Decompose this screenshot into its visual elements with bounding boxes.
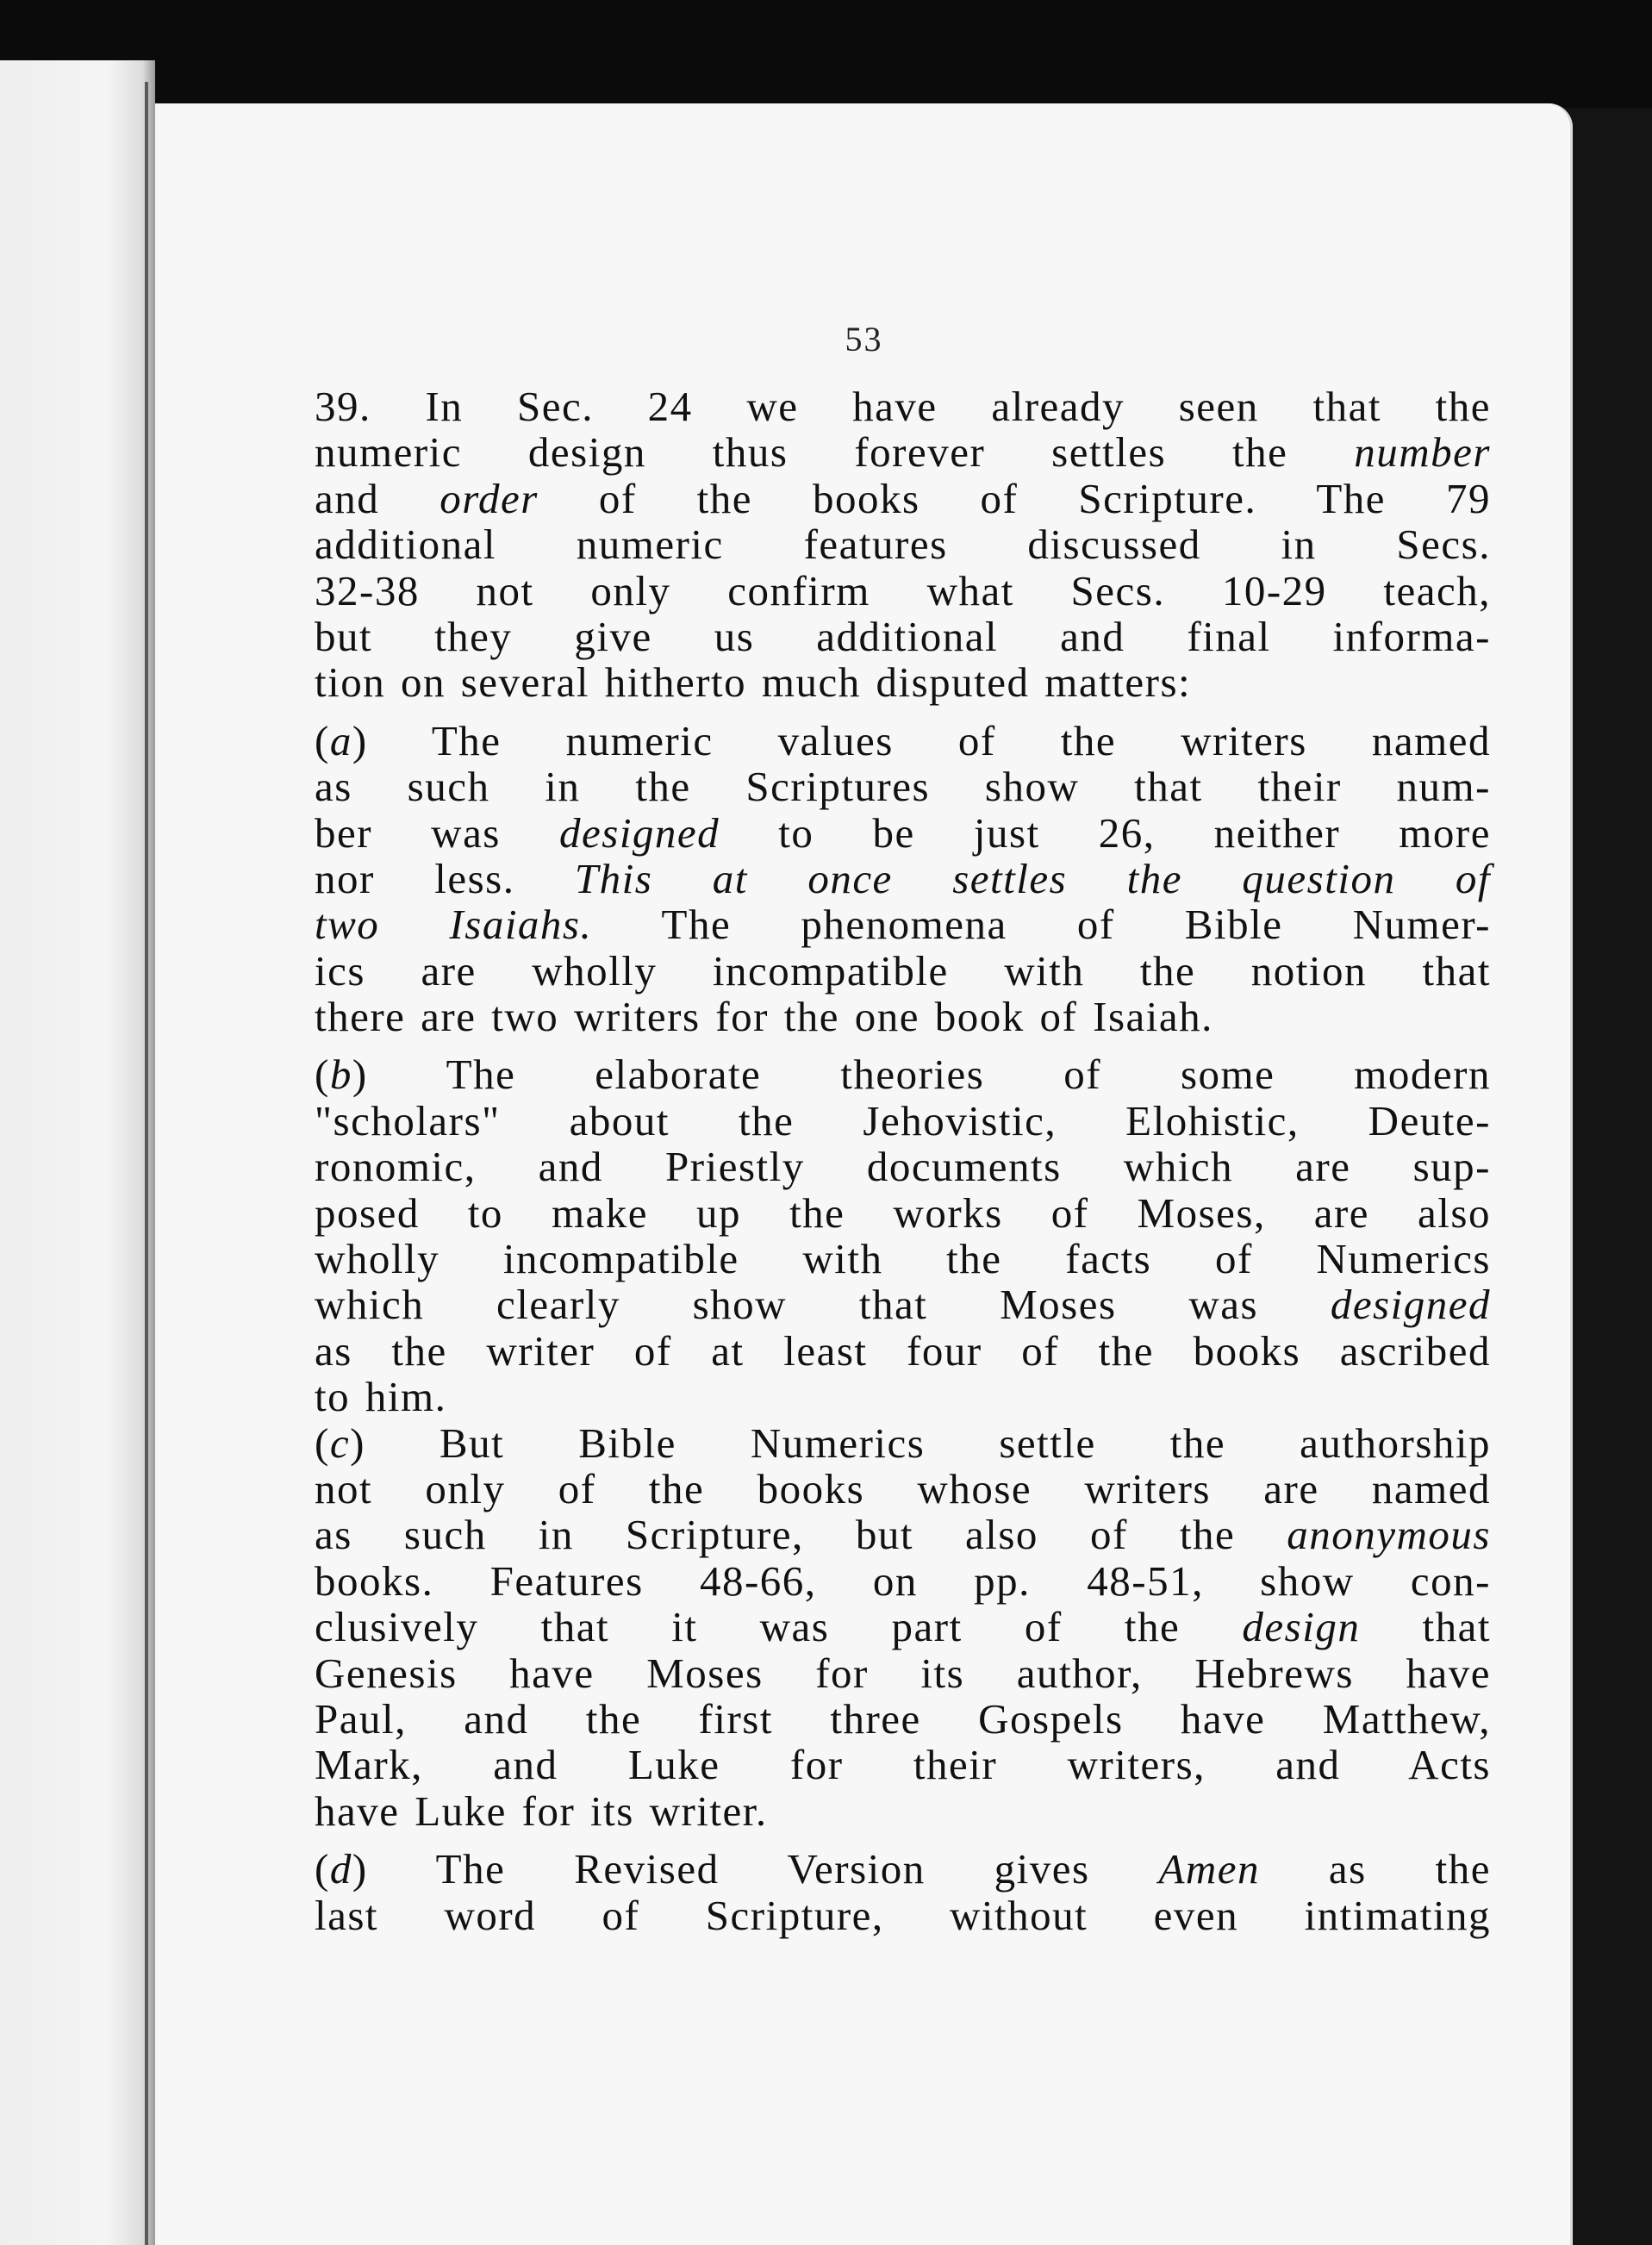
text-run: which clearly show that Moses was bbox=[315, 1281, 1331, 1329]
text-run: to be just 26, neither more bbox=[720, 808, 1491, 857]
page-body-text bbox=[315, 384, 1491, 1938]
text-run: as the writer of at least four of the books ascribed bbox=[315, 1326, 1491, 1375]
text-line bbox=[315, 1604, 1491, 1649]
text-run: ( bbox=[315, 1051, 330, 1099]
italic-text: two Isaiahs. bbox=[315, 901, 593, 949]
text-line bbox=[315, 1144, 1491, 1189]
text-run: as the bbox=[1260, 1845, 1491, 1893]
italic-text: anonymous bbox=[1287, 1511, 1491, 1559]
text-run: Mark, and Luke for their writers, and Acts bbox=[315, 1741, 1491, 1789]
text-run: ( bbox=[315, 716, 330, 764]
text-line bbox=[315, 521, 1491, 567]
page-number: 53 bbox=[845, 320, 883, 359]
text-run: 32-38 not only confirm what Secs. 10-29 teach, bbox=[315, 566, 1491, 614]
italic-text: Amen bbox=[1158, 1845, 1261, 1893]
text-line bbox=[315, 901, 1491, 947]
text-run: there are two writers for the one book of Isaiah. bbox=[315, 993, 1213, 1041]
text-run: books. Features 48-66, on pp. 48-51, show con- bbox=[315, 1556, 1491, 1605]
italic-text: number bbox=[1354, 428, 1491, 477]
text-run: tion on several hitherto much disputed matters: bbox=[315, 658, 1192, 707]
text-run: posed to make up the works of Moses, are also bbox=[315, 1188, 1491, 1237]
italic-text: order bbox=[439, 474, 539, 522]
text-line bbox=[315, 1893, 1491, 1938]
text-run: numeric design thus forever settles the bbox=[315, 428, 1355, 477]
text-run: Paul, and the first three Gospels have Matthew, bbox=[315, 1694, 1491, 1743]
text-run: 39. In Sec. 24 we have already seen that the bbox=[315, 383, 1491, 430]
text-run: as such in the Scriptures show that their num- bbox=[315, 763, 1491, 811]
paragraph-gap bbox=[315, 706, 1491, 718]
text-run: ( bbox=[315, 1419, 330, 1467]
text-line bbox=[315, 1328, 1491, 1374]
text-line bbox=[315, 1420, 1491, 1466]
text-line bbox=[315, 1051, 1491, 1097]
text-line bbox=[315, 1696, 1491, 1742]
text-line bbox=[315, 384, 1491, 429]
italic-text: designed bbox=[559, 808, 720, 857]
text-line bbox=[315, 1846, 1491, 1892]
text-line bbox=[315, 810, 1491, 856]
text-run: clusively that it was part of the bbox=[315, 1603, 1243, 1651]
text-run: not only of the books whose writers are named bbox=[315, 1464, 1491, 1512]
text-line bbox=[315, 1282, 1491, 1327]
text-run: ) The Revised Version gives bbox=[352, 1845, 1159, 1893]
text-line bbox=[315, 718, 1491, 764]
text-run: have Luke for its writer. bbox=[315, 1787, 768, 1835]
text-line bbox=[315, 1374, 1491, 1419]
text-line bbox=[315, 614, 1491, 659]
text-line bbox=[315, 948, 1491, 994]
facing-page-edge bbox=[0, 60, 155, 2245]
text-line bbox=[315, 1558, 1491, 1604]
italic-text: b bbox=[329, 1051, 352, 1099]
text-line bbox=[315, 1236, 1491, 1282]
paragraph-gap bbox=[315, 1039, 1491, 1051]
text-run: ) The elaborate theories of some modern bbox=[352, 1051, 1491, 1099]
text-line bbox=[315, 659, 1491, 705]
paragraph-gap bbox=[315, 1834, 1491, 1846]
text-run: of the books of Scripture. The 79 bbox=[538, 474, 1491, 522]
text-run: ronomic, and Priestly documents which are sup- bbox=[315, 1143, 1491, 1191]
text-line bbox=[315, 856, 1491, 901]
text-line bbox=[315, 1650, 1491, 1696]
text-line bbox=[315, 1466, 1491, 1512]
text-run: to him. bbox=[315, 1373, 447, 1421]
italic-text: a bbox=[329, 716, 352, 764]
italic-text: design bbox=[1242, 1603, 1361, 1651]
text-run: but they give us additional and final informa- bbox=[315, 612, 1491, 660]
text-line bbox=[315, 1512, 1491, 1557]
italic-text: c bbox=[329, 1419, 351, 1467]
book-page bbox=[155, 103, 1573, 2245]
text-run: as such in Scripture, but also of the bbox=[315, 1511, 1287, 1559]
text-run: and bbox=[315, 474, 440, 522]
text-line bbox=[315, 476, 1491, 521]
text-line bbox=[315, 994, 1491, 1039]
italic-text: This at once settles the question of bbox=[574, 854, 1491, 902]
text-line bbox=[315, 429, 1491, 475]
text-run: that bbox=[1360, 1603, 1491, 1651]
text-run: nor less. bbox=[315, 854, 575, 902]
text-line bbox=[315, 1190, 1491, 1236]
text-line bbox=[315, 568, 1491, 614]
text-line bbox=[315, 1098, 1491, 1144]
text-run: "scholars" about the Jehovistic, Elohistic, Deute- bbox=[315, 1096, 1491, 1144]
italic-text: d bbox=[329, 1845, 352, 1893]
text-run: ber was bbox=[315, 808, 559, 857]
text-run: last word of Scripture, without even intimating bbox=[315, 1891, 1491, 1939]
text-line bbox=[315, 1788, 1491, 1834]
italic-text: designed bbox=[1330, 1281, 1491, 1329]
text-run: wholly incompatible with the facts of Numerics bbox=[315, 1235, 1491, 1283]
text-line bbox=[315, 1742, 1491, 1787]
text-run: The phenomena of Bible Numer- bbox=[592, 901, 1491, 949]
text-run: additional numeric features discussed in Secs. bbox=[315, 521, 1491, 569]
text-run: ) But Bible Numerics settle the authorship bbox=[350, 1419, 1491, 1467]
text-run: ) The numeric values of the writers named bbox=[352, 716, 1491, 764]
text-run: ics are wholly incompatible with the notion that bbox=[315, 946, 1491, 995]
text-run: ( bbox=[315, 1845, 330, 1893]
book-gutter bbox=[145, 82, 148, 2245]
text-run: Genesis have Moses for its author, Hebrews have bbox=[315, 1649, 1491, 1697]
scan-top-border bbox=[0, 0, 1652, 108]
text-line bbox=[315, 764, 1491, 809]
